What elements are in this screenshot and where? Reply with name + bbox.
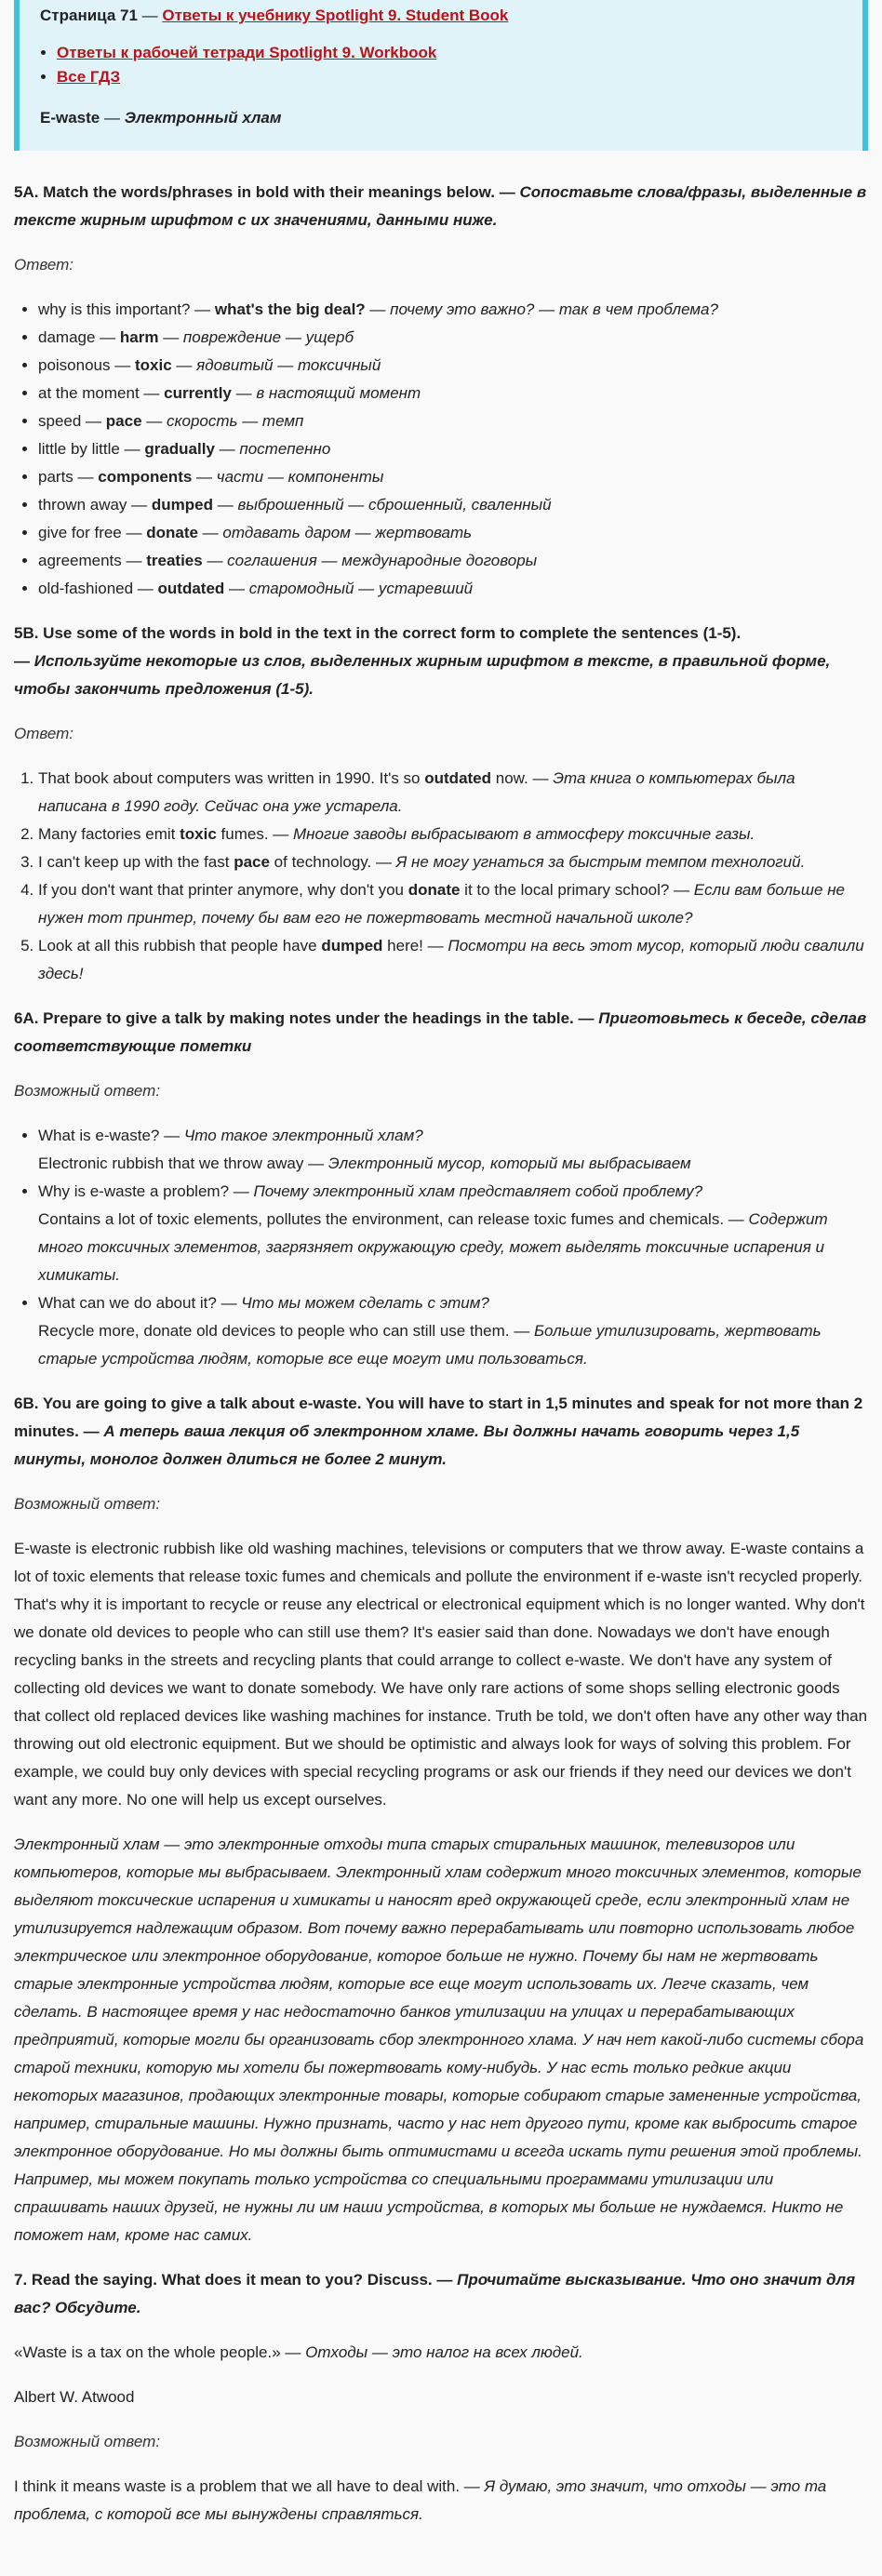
list-item: • agreements — treaties — соглашения — международные договоры [38,547,868,575]
dash-separator: — [100,109,125,127]
word-en: why is this important? [38,300,191,318]
word-bold: components [98,468,193,486]
sentence-post: it to the local primary school? [460,881,670,899]
link-workbook[interactable]: Ответы к рабочей тетради Spotlight 9. Workbook [57,44,437,61]
task-5a-list [14,296,868,603]
sentence-post: now. [491,769,528,787]
sentence-pre: If you don't want that printer anymore, why don't you [38,881,408,899]
sentence-post: fumes. [216,825,269,843]
word-bold: outdated [157,580,225,597]
word-en: at the moment [38,384,140,402]
word-en: parts [38,468,74,486]
question-en: What is e-waste? [38,1127,160,1144]
word-bold: toxic [134,356,172,374]
sentence-post: here! [382,937,423,954]
word-ru: части — компоненты [216,468,384,486]
saying: «Waste is a tax on the whole people.» — Отходы — это налог на всех людей. [14,2343,583,2361]
task-6a-list [14,1122,868,1373]
saying-author: Albert W. Atwood [14,2388,135,2406]
talk-text-en: E-waste is electronic rubbish like old washing machines, televisions or computers that we throw away. E-waste contains a lot of toxic elements that release toxic fumes and chemicals and pollute the environment if e-waste isn't recycled properly. That's why it is important to recycle or reuse any electrical or electronical equipment which is no longer wanted. Why don't we donate old devices to people who can still use them? It's easier said than done. Nowadays we don't have enough recycling banks in the streets and recycling plants that could arrange to collect e-waste. We don't have any system of collecting old devices we want to donate somebody. We have only rare actions of some shops selling electronic goods that collect old replaced devices like washing machines for instance. Truth be told, we don't often have any other way than throwing out old electronic equipment. But we should be optimistic and always look for ways of solving this problem. For example, we could buy only devices with special recycling programs or ask our friends if they need our devices we don't want any more. No one will help us except ourselves. [14,1540,868,1809]
list-item: 4. If you don't want that printer anymore, why don't you donate it to the local primary school? — Если вам больше не нужен тот принтер, почему бы вам его не пожертвовать местной начальной школе? [38,876,868,932]
word-ru: почему это важно? — так в чем проблема? [390,300,718,318]
question-ru: Почему электронный хлам представляет собой проблему? [253,1182,703,1200]
task-heading-ru: Используйте некоторые из слов, выделенных жирным шрифтом в тексте, в правильной форме, чтобы закончить предложения (1-5). [14,652,831,698]
list-item: • at the moment — currently — в настоящий момент [38,380,868,407]
list-item: 3. I can't keep up with the fast pace of technology. — Я не могу угнаться за быстрым темпом технологий. [38,848,868,876]
word-bold: dumped [151,496,213,514]
answer-label: Возможный ответ: [14,1082,161,1100]
sentence-ru: Если вам больше не нужен тот принтер, почему бы вам его не пожертвовать местной начальной школе? [38,881,846,927]
sentence-pre: Look at all this rubbish that people have [38,937,322,954]
sentence-pre: That book about computers was written in 1990. It's so [38,769,425,787]
task-heading-ru: А теперь ваша лекция об электронном хламе. Вы должны начать говорить через 1,5 минуты, монолог должен длиться не более 2 минут. [14,1422,800,1468]
word-ru: скорость — темп [166,412,304,430]
sentence-post: of technology. [269,853,372,871]
task-heading-en: 5A. Match the words/phrases in bold with their meanings below. [14,183,495,201]
navigation-box [14,0,868,151]
answer-label: Возможный ответ: [14,1495,161,1513]
list-item: 2. Many factories emit toxic fumes. — Многие заводы выбрасывают в атмосферу токсичные газы. [38,821,868,848]
link-student-book[interactable]: Ответы к учебнику Spotlight 9. Student Book [162,7,509,24]
list-item: • speed — pace — скорость — темп [38,407,868,435]
question-en: Why is e-waste a problem? [38,1182,230,1200]
sentence-ru: Посмотри на весь этот мусор, который люди свалили здесь! [38,937,864,982]
list-item: • why is this important? — what's the big deal? — почему это важно? — так в чем проблема? [38,296,868,324]
saying-ru: Отходы — это налог на всех людей. [305,2343,583,2361]
question-ru: Что такое электронный хлам? [183,1127,423,1144]
task-heading-en: 7. Read the saying. What does it mean to you? Discuss. [14,2271,433,2289]
word-en: damage [38,328,96,346]
note-ru: Больше утилизировать, жертвовать старые устройства людям, которые все еще могут ими пользоваться. [38,1322,822,1368]
note-ru: Электронный мусор, который мы выбрасываем [327,1155,691,1172]
word-bold: harm [119,328,159,346]
sentence-bold: outdated [424,769,492,787]
word-ru: соглашения — международные договоры [227,552,538,569]
task-heading-en: 6A. Prepare to give a talk by making notes under the headings in the table. [14,1009,574,1027]
list-item: • give for free — donate — отдавать даром — жертвовать [38,519,868,547]
links-list-item [57,41,842,65]
word-en: poisonous [38,356,111,374]
list-item: • Why is e-waste a problem? — Почему электронный хлам представляет собой проблему? Contains a lot of toxic elements, pollutes the environment, can release toxic fumes and chemicals. — Содержит много токсичных элементов, загрязняет окружающую среду, может выделять токсичные испарения и химикаты. [38,1178,868,1289]
answer-label: Возможный ответ: [14,2433,161,2450]
word-ru: старомодный — устаревший [248,580,474,597]
list-item: • What is e-waste? — Что такое электронный хлам? Electronic rubbish that we throw away — Электронный мусор, который мы выбрасываем [38,1122,868,1178]
word-bold: gradually [144,440,215,458]
task-5b-heading: 5B. Use some of the words in bold in the text in the correct form to complete the sentences (1-5). — Используйте некоторые из слов, выделенных жирным шрифтом в тексте, в правильной форме, чтобы закончить предложения (1-5). [14,624,831,698]
task-heading-en: 5B. Use some of the words in bold in the text in the correct form to complete the sentences (1-5). [14,624,742,642]
task-heading-en: 6B. You are going to give a talk about e-waste. You will have to start in 1,5 minutes and speak for not more than 2 minutes. [14,1395,863,1440]
word-ru: ядовитый — токсичный [196,356,381,374]
word-ru: отдавать даром — жертвовать [222,524,473,541]
note-ru: Содержит много токсичных элементов, загрязняет окружающую среду, может выделять токсичные испарения и химикаты. [38,1210,828,1284]
note-en: Recycle more, donate old devices to people who can still use them. [38,1322,510,1340]
talk-text-ru: Электронный хлам — это электронные отходы типа старых стиральных машинок, телевизоров или компьютеров, которые мы выбрасываем. Электронный хлам содержит много токсичных элементов, которые выделяют токсические испарения и химикаты и наносят вред окружающей среде, если электронный хлам не утилизируется надлежащим образом. Вот почему важно перерабатывать или повторно использовать любое электрическое или электронное оборудование, которое больше не нужно. Почему бы нам не жертвовать старые электронные устройства людям, которые все еще могут использовать их. Легче сказать, чем сделать. В настоящее время у нас недостаточно банков утилизации на улицах и перерабатывающих предприятий, которые могли бы организовать сбор электронного хлама. У нач нет какой-либо системы сбора старой техники, которую мы хотели бы пожертвовать кому-нибудь. У нас есть только редкие акции некоторых магазинов, продающих электронные товары, которые собирают старые замененные устройства, например, стиральные машины. Нужно признать, часто у нас нет другого пути, кроме как выбросить старое электронное оборудование. Но мы должны быть оптимистами и всегда искать пути решения этой проблемы. Например, мы можем покупать только устройства со специальными программами утилизации или спрашивать наших друзей, не нужны ли им наши устройства, в которых мы больше не нуждаемся. Никто не поможет нам, кроме нас самих. [14,1835,864,2244]
word-bold: treaties [146,552,203,569]
question-en: What can we do about it? [38,1294,217,1312]
task-5a-heading: 5A. Match the words/phrases in bold with their meanings below. — Сопоставьте слова/фразы, выделенные в тексте жирным шрифтом с их значениями, данными ниже. [14,183,867,229]
word-bold: what's the big deal? [214,300,366,318]
list-item: • thrown away — dumped — выброшенный — сброшенный, сваленный [38,491,868,519]
links-list-item [57,65,842,89]
list-item: • little by little — gradually — постепенно [38,435,868,463]
word-en: agreements [38,552,122,569]
saying-en: «Waste is a tax on the whole people.» [14,2343,281,2361]
sentence-ru: Я не могу угнаться за быстрым темпом технологий. [395,853,806,871]
task-heading-ru: Приготовьтесь к беседе, сделав соответствующие пометки [14,1009,867,1055]
topic-line [40,104,842,132]
page-label: Страница 71 [40,7,138,24]
list-item: • damage — harm — повреждение — ущерб [38,324,868,352]
list-item: • parts — components — части — компоненты [38,463,868,491]
note-en: Electronic rubbish that we throw away [38,1155,304,1172]
word-en: little by little [38,440,120,458]
topic-ru: Электронный хлам [124,109,282,127]
sentence-pre: I can't keep up with the fast [38,853,234,871]
word-en: thrown away [38,496,127,514]
page-header-line [40,2,842,30]
sentence-bold: pace [234,853,270,871]
answer-label: Ответ: [14,256,74,274]
list-item: • What can we do about it? — Что мы можем сделать с этим? Recycle more, donate old devices to people who can still use them. — Больше утилизировать, жертвовать старые устройства людям, которые все еще могут ими пользоваться. [38,1289,868,1373]
answer-en: I think it means waste is a problem that we all have to deal with. [14,2477,461,2495]
note-en: Contains a lot of toxic elements, pollutes the environment, can release toxic fumes and chemicals. [38,1210,725,1228]
list-item: • old-fashioned — outdated — старомодный — устаревший [38,575,868,603]
question-ru: Что мы можем сделать с этим? [241,1294,489,1312]
sentence-bold: toxic [180,825,217,843]
sentence-bold: donate [408,881,461,899]
task-7-heading: 7. Read the saying. What does it mean to you? Discuss. — Прочитайте высказывание. Что оно значит для вас? Обсудите. [14,2271,856,2316]
word-ru: повреждение — ущерб [182,328,354,346]
answer-label: Ответ: [14,725,74,742]
topic-en: E-waste [40,109,100,127]
word-ru: постепенно [239,440,331,458]
word-bold: currently [164,384,232,402]
task-6b-heading: 6B. You are going to give a talk about e-waste. You will have to start in 1,5 minutes and speak for not more than 2 minutes. — А теперь ваша лекция об электронном хламе. Вы должны начать говорить через 1,5 минуты, монолог должен длиться не более 2 минут. [14,1395,863,1468]
word-en: speed [38,412,82,430]
list-item: 1. That book about computers was written in 1990. It's so outdated now. — Эта книга о компьютерах была написана в 1990 году. Сейчас она уже устарела. [38,765,868,821]
sentence-ru: Многие заводы выбрасывают в атмосферу токсичные газы. [293,825,755,843]
answer-ru: Я думаю, это значит, что отходы — это та проблема, с которой все мы вынуждены справляться. [14,2477,827,2523]
sentence-bold: dumped [321,937,383,954]
task-7-answer: I think it means waste is a problem that we all have to deal with. — Я думаю, это значит, что отходы — это та проблема, с которой все мы вынуждены справляться. [14,2477,827,2523]
list-item: • poisonous — toxic — ядовитый — токсичный [38,352,868,380]
sentence-ru: Эта книга о компьютерах была написана в 1990 году. Сейчас она уже устарела. [38,769,795,815]
word-bold: pace [105,412,142,430]
task-heading-ru: Прочитайте высказывание. Что оно значит для вас? Обсудите. [14,2271,856,2316]
word-ru: выброшенный — сброшенный, сваленный [237,496,552,514]
word-en: give for free [38,524,122,541]
list-item: 5. Look at all this rubbish that people have dumped here! — Посмотри на весь этот мусор, который люди свалили здесь! [38,932,868,988]
task-6a-heading: 6A. Prepare to give a talk by making notes under the headings in the table. — Приготовьтесь к беседе, сделав соответствующие пометки [14,1009,867,1055]
link-all-gdz[interactable]: Все ГДЗ [57,68,121,86]
word-bold: donate [146,524,198,541]
links-list [40,41,842,89]
word-en: old-fashioned [38,580,134,597]
task-heading-ru: Сопоставьте слова/фразы, выделенные в тексте жирным шрифтом с их значениями, данными ниже. [14,183,867,229]
word-ru: в настоящий момент [256,384,421,402]
task-5b-list [14,765,868,988]
dash-separator: — [137,7,163,24]
sentence-pre: Many factories emit [38,825,180,843]
